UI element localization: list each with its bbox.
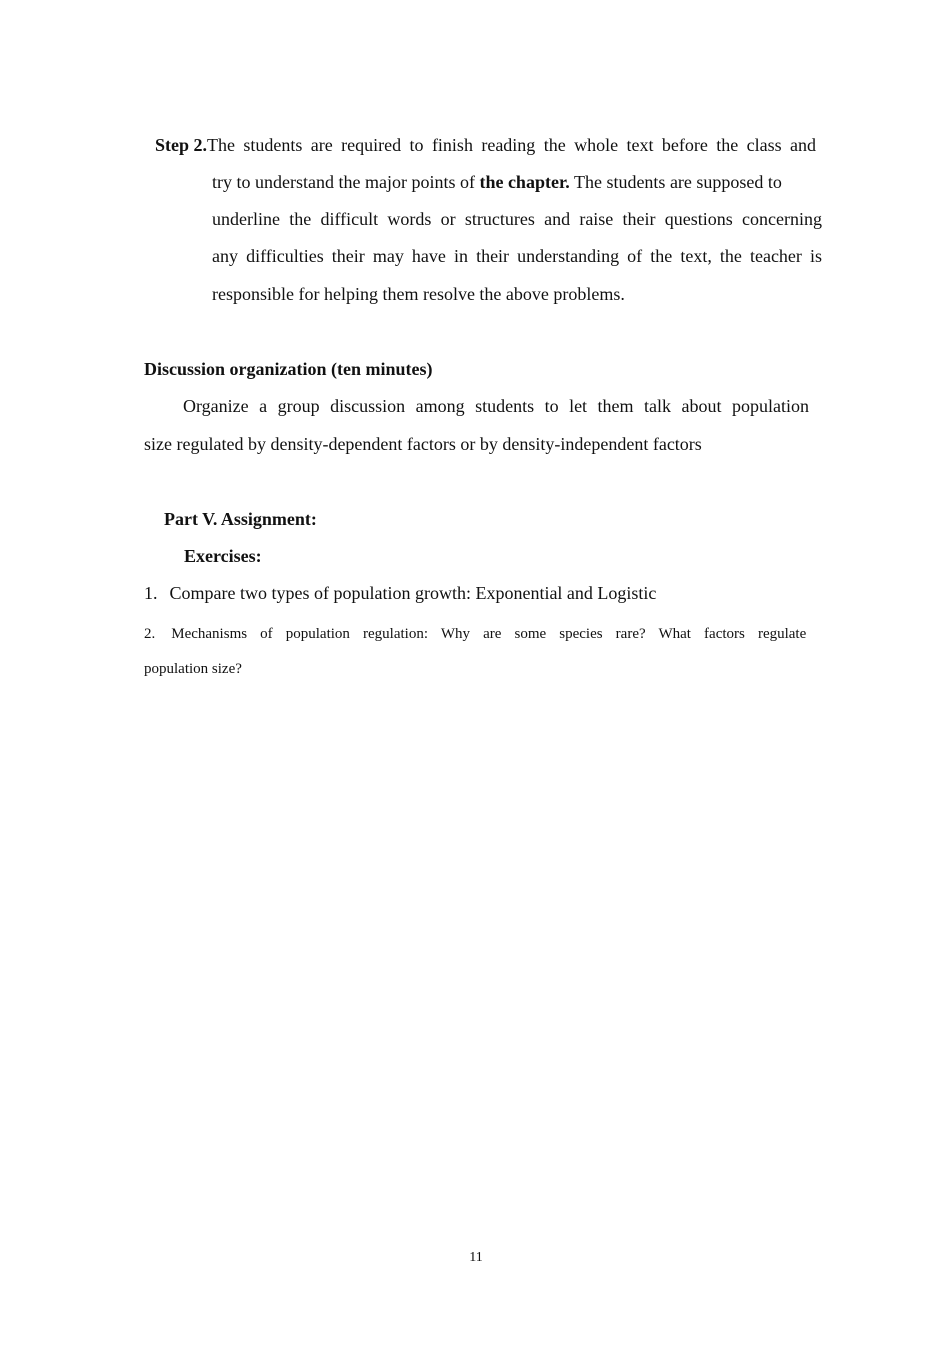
step2-line-1: [155, 134, 822, 156]
step2-label: Step 2.: [155, 135, 208, 155]
exercise-item-1: [144, 582, 656, 604]
exercise-1-text: Compare two types of population growth: Exponential and Logistic: [169, 583, 657, 603]
discussion-line-2: size regulated by density-dependent factors or by density-independent factors: [144, 434, 702, 454]
step2-line-5: responsible for helping them resolve the above problems.: [212, 284, 625, 304]
exercises-heading: Exercises:: [184, 546, 262, 566]
exercise-1-number: 1.: [144, 583, 158, 603]
discussion-heading: Discussion organization (ten minutes): [144, 359, 433, 379]
step2-line-2-text: try to understand the major points of: [212, 172, 480, 192]
assignment-heading: Part V. Assignment:: [164, 509, 317, 529]
step2-line-2: [212, 171, 822, 193]
step2-line-1-text: The students are required to finish reading the whole text before the class and: [207, 135, 817, 155]
exercise-item-2: [144, 624, 809, 644]
step2-chapter-emphasis: the chapter.: [479, 172, 570, 192]
exercise-2-number: 2.: [144, 626, 156, 642]
step2-line-4: any difficulties their may have in their understanding of the text, the teacher is: [212, 246, 822, 266]
step2-line-2-tail: The students are supposed to: [569, 172, 782, 192]
exercise-2-text-line-2: population size?: [144, 661, 242, 677]
exercise-2-text-line-1: Mechanisms of population regulation: Why are some species rare? What factors regulate: [171, 626, 807, 642]
page-number: 11: [469, 1250, 483, 1265]
discussion-line-1: Organize a group discussion among students to let them talk about population: [183, 396, 809, 416]
step2-line-3: underline the difficult words or structures and raise their questions concerning: [212, 209, 822, 229]
